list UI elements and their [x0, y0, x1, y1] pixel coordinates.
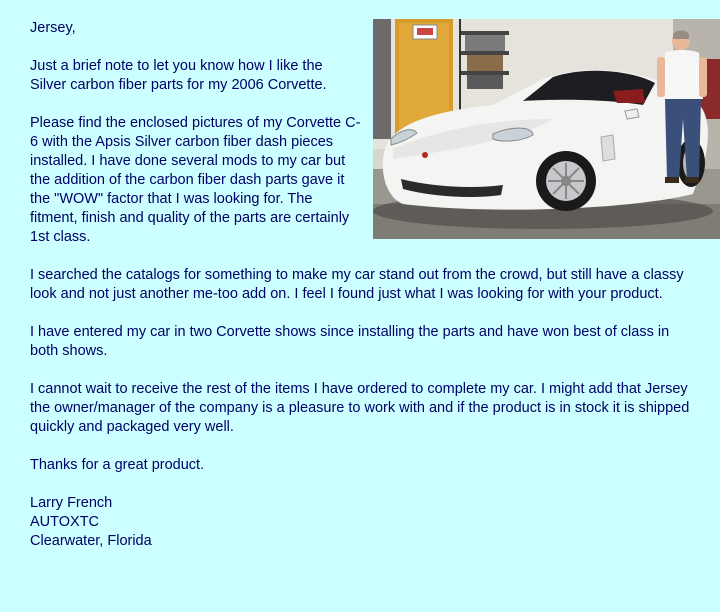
signature-location: Clearwater, Florida: [30, 533, 152, 549]
letter-paragraph-thanks: Thanks for a great product.: [30, 457, 205, 473]
letter-paragraph-shows: I have entered my car in two Corvette shows since installing the parts and have won best of class in both shows.: [30, 324, 670, 359]
letter-paragraph-ordering: I cannot wait to receive the rest of the items I have ordered to complete my car. I might add that Jersey the owner/manager of the company is a pleasure to work with and if the product is in stock it is shipped quickly and packaged very well.: [30, 381, 690, 435]
letter-signature: [30, 494, 700, 551]
letter-paragraph-intro: Just a brief note to let you know how I like the Silver carbon fiber parts for my 2006 Corvette.: [30, 58, 327, 93]
letter-greeting: Jersey,: [30, 20, 76, 36]
signature-name: Larry French: [30, 495, 113, 511]
signature-company: AUTOXTC: [30, 514, 100, 530]
letter-paragraph-pictures: Please find the enclosed pictures of my Corvette C-6 with the Apsis Silver carbon fiber dash pieces installed. I have done several mods to my car but the addition of the carbon fiber dash parts gave it the "WOW" factor that I was looking for. The fitment, finish and quality of the parts are certainly 1st class.: [30, 115, 361, 245]
testimonial-letter: [30, 19, 700, 551]
letter-paragraph-catalogs: I searched the catalogs for something to make my car stand out from the crowd, but still have a classy look and not just another me-too add on. I feel I found just what I was looking for with your product.: [30, 267, 684, 302]
corvette-photo: [373, 19, 720, 239]
